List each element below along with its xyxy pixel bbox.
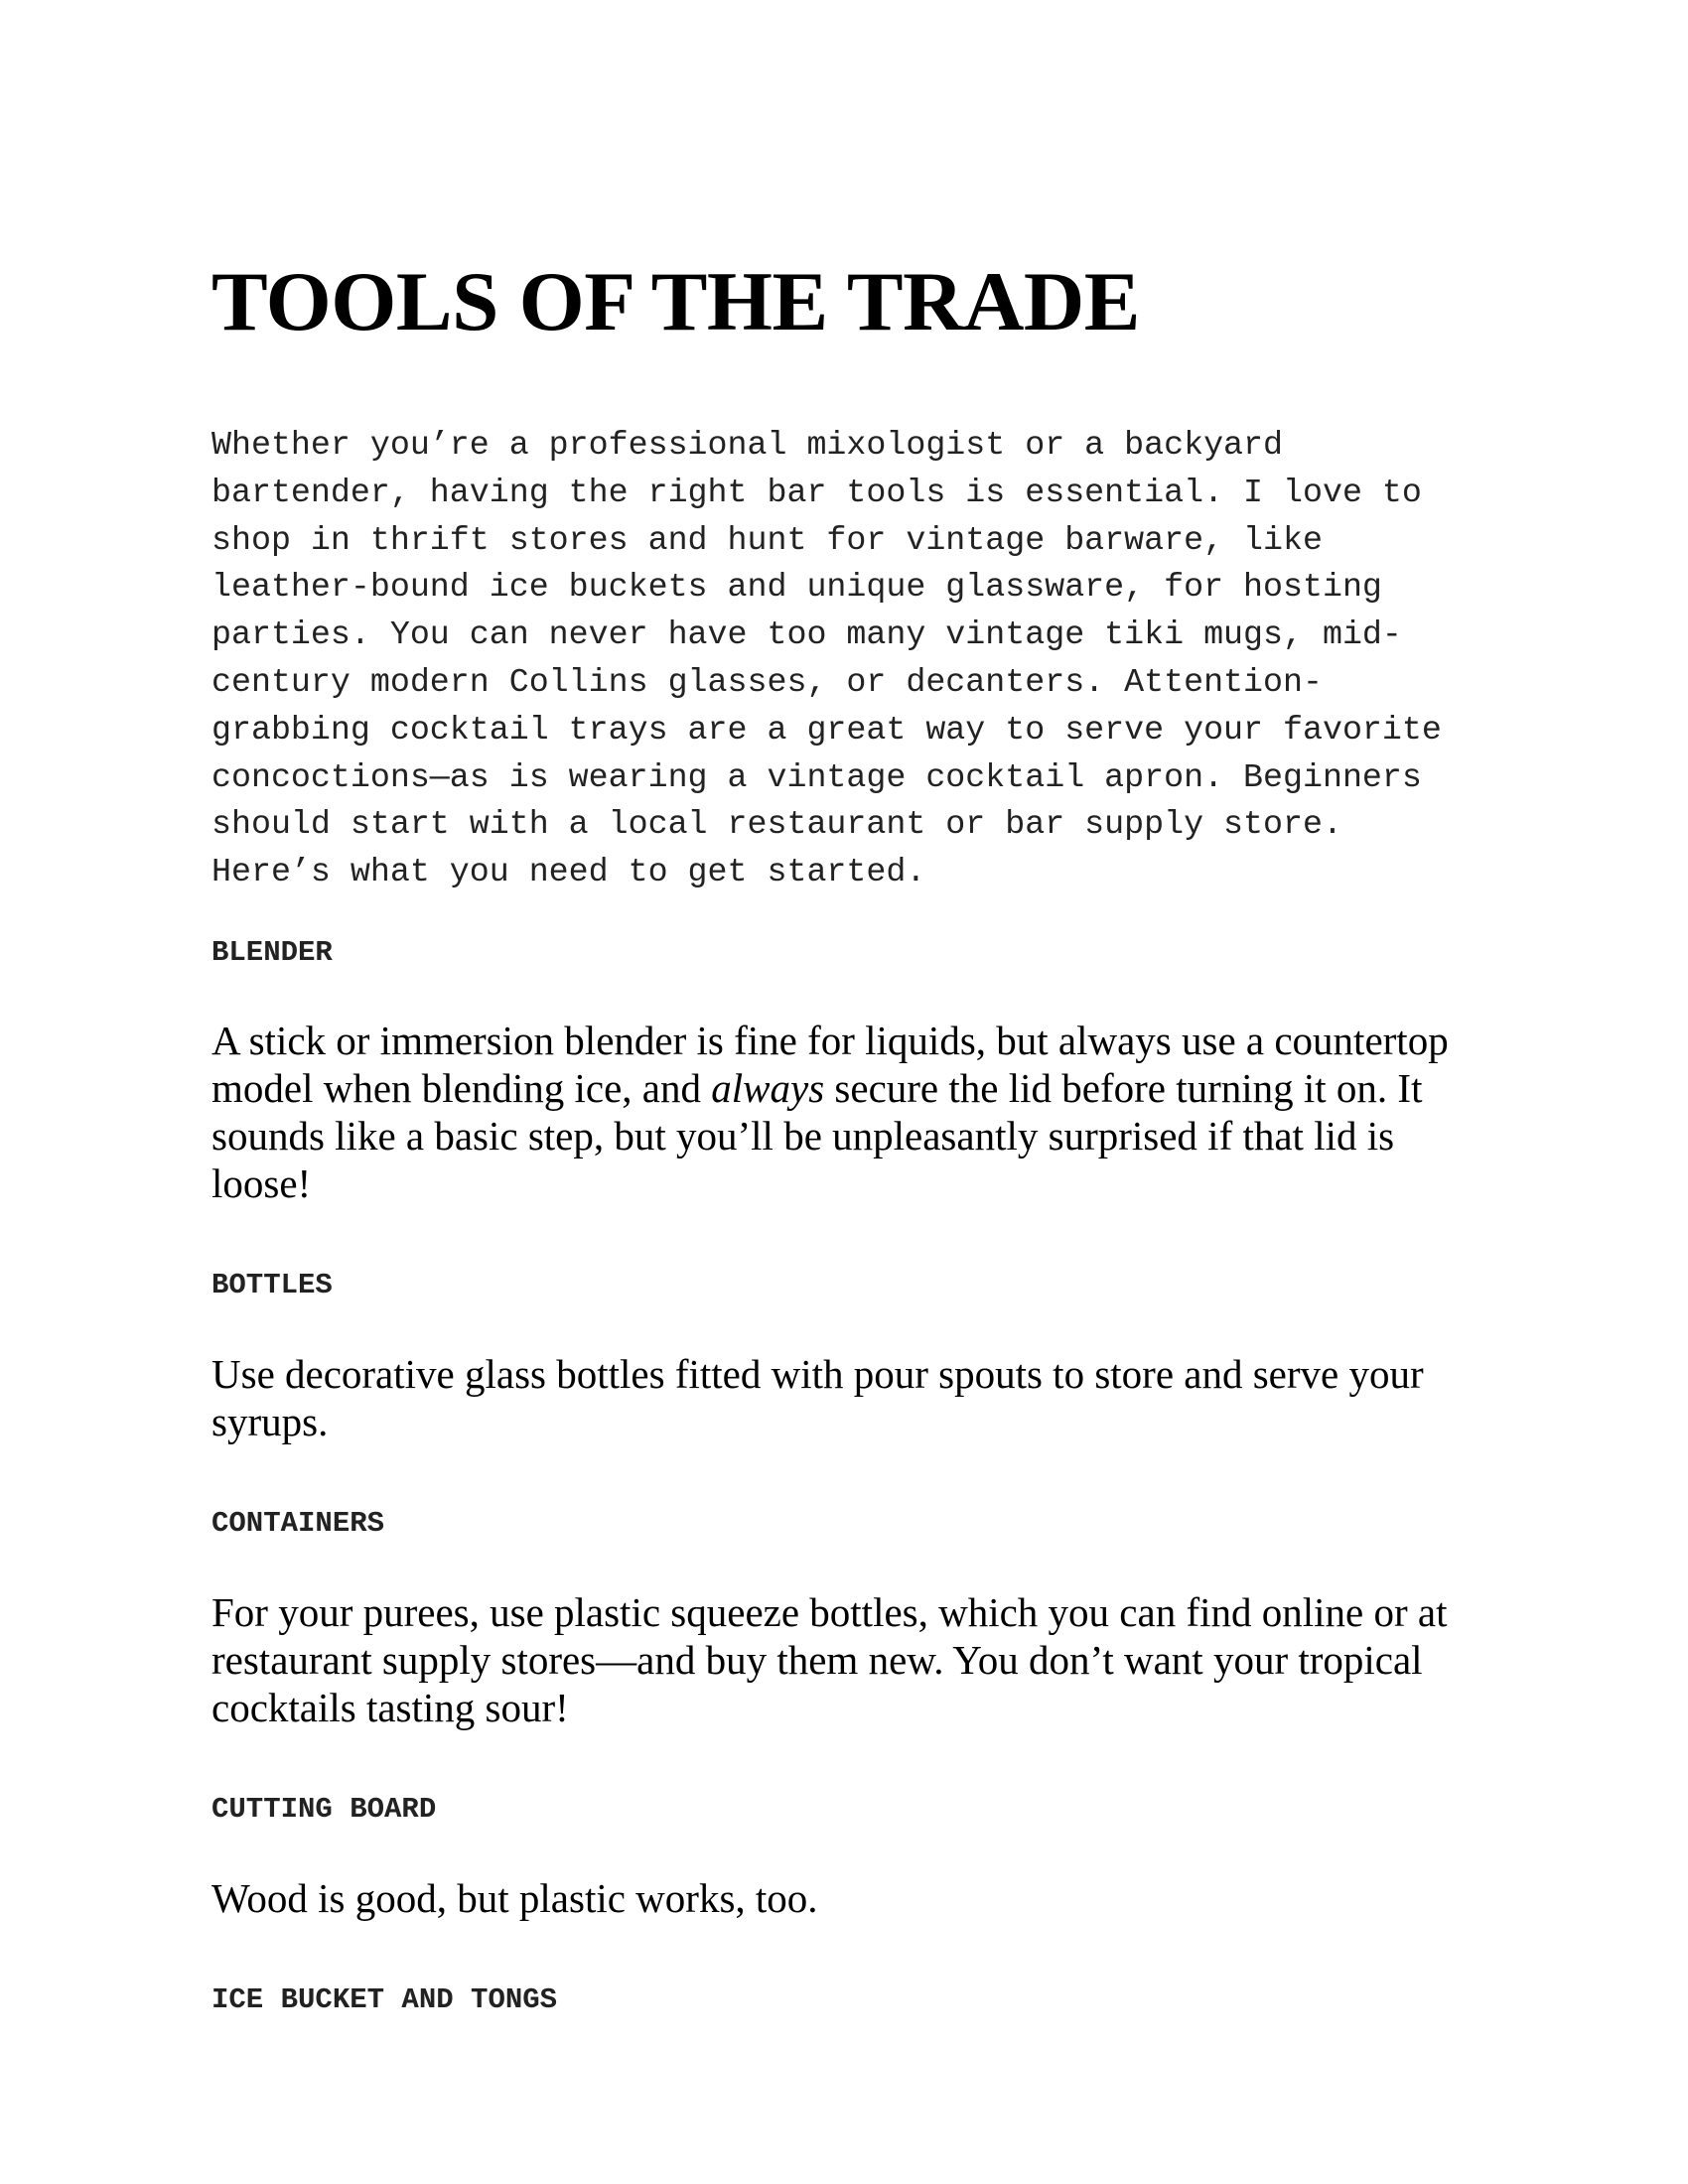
blender-text-part2: secure the lid before turning it on. It sounds like a basic step, but you’ll be unpleasantly surprised if that lid is loose! (211, 1064, 1423, 1206)
section-heading-containers: CONTAINERS (211, 1506, 385, 1540)
blender-text-part1: A stick or immersion blender is fine for liquids, but always use a countertop model when blending ice, and (211, 1017, 1449, 1111)
section-heading-bottles: BOTTLES (211, 1268, 333, 1301)
intro-paragraph: Whether you’re a professional mixologist or a backyard bartender, having the right bar tools is essential. I love to shop in thrift stores and hunt for vintage barware, like leather-bound ice buckets and unique glassware, for hosting parties. You can never have too many vintage tiki mugs, mid- century modern Collins glasses, or decanters. Attention- grabbing cocktail trays are a great way to serve your favorite concoctions—as is wearing a vintage cocktail apron. Beginners should start with a local restaurant or bar supply store. Here’s what you need to get started. (211, 426, 1442, 891)
blender-text-emphasis: always (711, 1064, 825, 1111)
section-heading-cutting-board: CUTTING BOARD (211, 1792, 437, 1826)
page-title: TOOLS OF THE TRADE (211, 255, 1140, 348)
document-page (211, 255, 1502, 2017)
section-heading-ice-bucket: ICE BUCKET AND TONGS (211, 1982, 558, 2016)
section-body-containers: For your purees, use plastic squeeze bottles, which you can find online or at restaurant supply stores—and buy them new. You don’t want your tropical cocktails tasting sour! (211, 1588, 1448, 1730)
section-body-cutting-board: Wood is good, but plastic works, too. (211, 1874, 818, 1921)
section-heading-blender: BLENDER (211, 935, 333, 969)
section-body-blender (211, 1017, 1502, 1207)
section-body-bottles: Use decorative glass bottles fitted with pour spouts to store and serve your syrups. (211, 1350, 1424, 1444)
